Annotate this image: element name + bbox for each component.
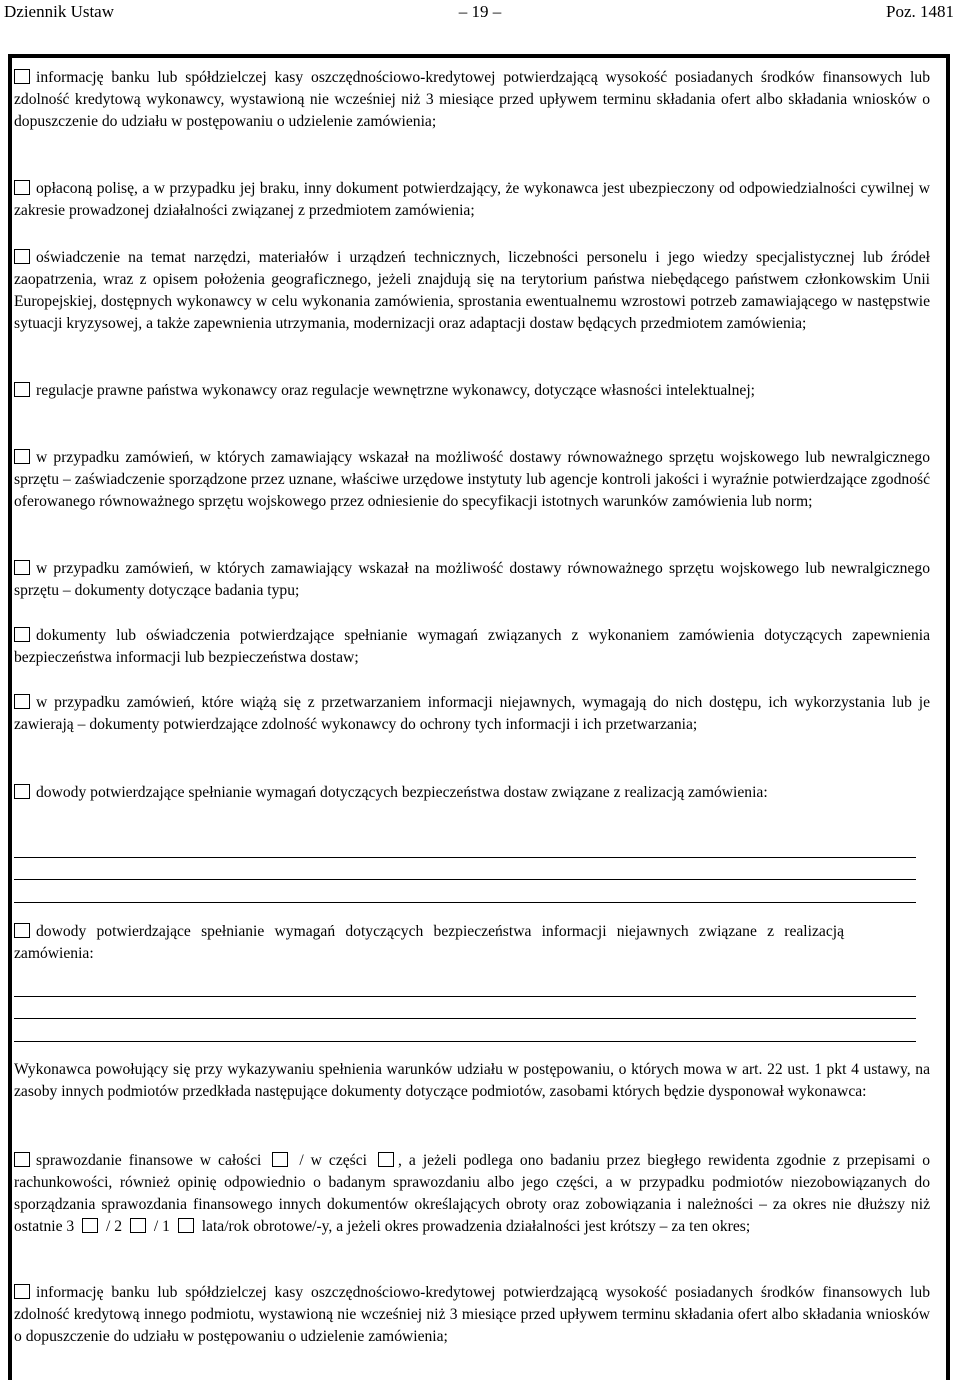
item-text: w przypadku zamówień, w których zamawiający wskazał na możliwość dostawy równoważnego sprzętu wojskowego lub newralgicznego sprzętu – zaświadczenie sporządzone przez uznane, właściwe urzędowe instytuty lub agencje kontroli jakości i wyraźnie potwierdzające zgodność oferowanego równoważnego sprzętu wojskowego przez odniesienie do specyfikacji istotnych warunków zamówienia lub norm; xyxy=(14,449,930,510)
checkbox-bank-info[interactable] xyxy=(14,69,30,84)
financial-text-3: , a jeżeli podlega ono badaniu przez biegłego rewidenta zgodnie z przepisami o rachunkowości, również opinię odpowiednio o badanym sprawozdaniu albo jego części, a w przypadku podmiotów niezobowiązanych do sporządzania sprawozdania finansowego innych dokumentów określających obroty oraz zobowiązania i należności – za okres nie dłuższy niż ostatnie 3 xyxy=(14,1152,930,1235)
checkbox-2-years[interactable] xyxy=(130,1218,146,1233)
page-number: – 19 – xyxy=(458,2,502,21)
checkbox-tools-statement[interactable] xyxy=(14,249,30,264)
checkbox-legal-regulations[interactable] xyxy=(14,382,30,397)
item-security-docs xyxy=(14,625,930,669)
item-text: informację banku lub spółdzielczej kasy oszczędnościowo-kredytowej potwierdzającą wysokość posiadanych środków finansowych lub zdolność kredytową innego podmiotu, wystawioną nie wcześniej niż 3 miesiące przed upływem terminu składania ofert albo składania wniosków o dopuszczenie do udziału w postępowaniu o udzielenie zamówienia; xyxy=(14,1284,930,1345)
checkbox-insurance[interactable] xyxy=(14,180,30,195)
financial-text-6: lata/rok obrotowe/-y, a jeżeli okres prowadzenia działalności jest krótszy – za ten okres; xyxy=(201,1218,751,1235)
item-financial-report xyxy=(14,1150,930,1238)
item-tools-statement xyxy=(14,247,930,335)
checkbox-partial[interactable] xyxy=(378,1152,394,1167)
item-bank-info-other xyxy=(14,1282,930,1348)
item-info-security xyxy=(14,921,844,965)
item-text: dokumenty lub oświadczenia potwierdzające spełnianie wymagań związanych z wykonaniem zamówienia dotyczących zapewnienia bezpieczeństwa informacji lub bezpieczeństwa dostaw; xyxy=(14,627,930,666)
item-text: w przypadku zamówień, które wiążą się z przetwarzaniem informacji niejawnych, wymagają do nich dostępu, ich wykorzystania lub je zawierają – dokumenty potwierdzające zdolność wykonawcy do ochrony tych informacji i ich przetwarzania; xyxy=(14,694,930,733)
item-legal-regulations xyxy=(14,380,930,402)
fill-line[interactable] xyxy=(14,902,916,903)
financial-text-1: sprawozdanie finansowe w całości xyxy=(36,1152,262,1169)
checkbox-supply-security[interactable] xyxy=(14,784,30,799)
item-type-testing xyxy=(14,558,930,602)
item-supply-security xyxy=(14,782,930,804)
position-number: Poz. 1481 xyxy=(886,2,954,21)
financial-text-4: / 2 xyxy=(106,1218,123,1235)
item-text: regulacje prawne państwa wykonawcy oraz regulacje wewnętrzne wykonawcy, dotyczące własności intelektualnej; xyxy=(36,382,756,399)
financial-text-2: / w części xyxy=(299,1152,368,1169)
checkbox-info-security[interactable] xyxy=(14,923,30,938)
fill-line[interactable] xyxy=(14,996,916,997)
checkbox-financial-report[interactable] xyxy=(14,1152,30,1167)
item-insurance xyxy=(14,178,930,222)
fill-line[interactable] xyxy=(14,1018,916,1019)
item-text: informację banku lub spółdzielczej kasy oszczędnościowo-kredytowej potwierdzającą wysokość posiadanych środków finansowych lub zdolność kredytową wykonawcy, wystawioną nie wcześniej niż 3 miesiące przed upływem terminu składania ofert albo składania wniosków o dopuszczenie do udziału w postępowaniu o udzielenie zamówienia; xyxy=(14,69,930,130)
checkbox-type-testing[interactable] xyxy=(14,560,30,575)
fill-line[interactable] xyxy=(14,879,916,880)
intro-paragraph: Wykonawca powołujący się przy wykazywaniu spełnienia warunków udziału w postępowaniu, o których mowa w art. 22 ust. 1 pkt 4 ustawy, na zasoby innych podmiotów przedkłada następujące dokumenty dotyczące podmiotów, zasobami których będzie dysponował wykonawca: xyxy=(14,1061,930,1100)
journal-name: Dziennik Ustaw xyxy=(4,2,115,21)
fill-line[interactable] xyxy=(14,1041,916,1042)
checkbox-full[interactable] xyxy=(272,1152,288,1167)
item-bank-info xyxy=(14,67,930,133)
item-text: w przypadku zamówień, w których zamawiający wskazał na możliwość dostawy równoważnego sprzętu wojskowego lub newralgicznego sprzętu – dokumenty dotyczące badania typu; xyxy=(14,560,930,599)
item-text: dowody potwierdzające spełnianie wymagań dotyczących bezpieczeństwa dostaw związane z realizacją zamówienia: xyxy=(36,784,768,801)
checkbox-quality-certificate[interactable] xyxy=(14,449,30,464)
item-quality-certificate xyxy=(14,447,930,513)
checkbox-security-docs[interactable] xyxy=(14,627,30,642)
fill-line[interactable] xyxy=(14,857,916,858)
financial-text-5: / 1 xyxy=(153,1218,170,1235)
checkbox-3-years[interactable] xyxy=(82,1218,98,1233)
item-classified-info xyxy=(14,692,930,736)
checkbox-classified-info[interactable] xyxy=(14,694,30,709)
item-text: opłaconą polisę, a w przypadku jej braku, inny dokument potwierdzający, że wykonawca jest ubezpieczony od odpowiedzialności cywilnej w zakresie prowadzonej działalności związanej z przedmiotem zamówienia; xyxy=(14,180,930,219)
checkbox-1-year[interactable] xyxy=(178,1218,194,1233)
checkbox-bank-info-other[interactable] xyxy=(14,1284,30,1299)
item-text: dowody potwierdzające spełnianie wymagań dotyczących bezpieczeństwa informacji niejawnych związane z realizacją zamówienia: xyxy=(14,923,844,962)
item-text: oświadczenie na temat narzędzi, materiałów i urządzeń technicznych, liczebności personelu i jego wiedzy specjalistycznej lub źródeł zaopatrzenia, wraz z opisem położenia geograficznego, jeżeli znajdują się na terytorium państwa niebędącego państwem członkowskim Unii Europejskiej, dostępnych wykonawcy w celu wykonania zamówienia, sprostania ewentualnemu wzrostowi potrzeb zamawiającego w następstwie sytuacji kryzysowej, a także zapewnienia utrzymania, modernizacji oraz adaptacji dostaw będących przedmiotem zamówienia; xyxy=(14,249,930,332)
page-header xyxy=(0,0,960,26)
